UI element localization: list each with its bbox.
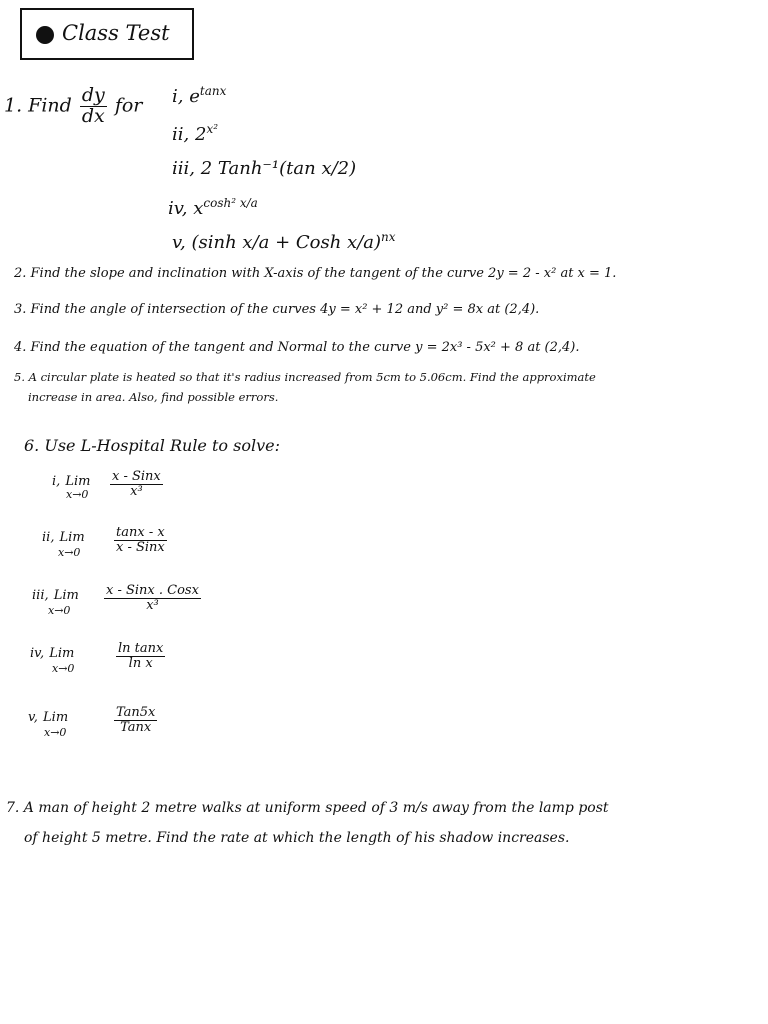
q1-part-5: v, (sinh x/a + Cosh x/a)$^{nx}$ [172, 230, 396, 253]
question-1-heading: 1. Find $\frac{dy}{dx}$ for [4, 84, 143, 127]
page-title: Class Test [62, 21, 170, 45]
q1-part-2: ii, $2^{x^2}$ [172, 122, 219, 145]
question-6-heading: 6. Use L-Hospital Rule to solve: [24, 436, 280, 455]
q1-part-4: iv, $x^{cosh^2 x/a}$ [168, 196, 258, 219]
limit-item-2: ii, Lim x→0 tanx - x x - Sinx [42, 525, 165, 559]
question-7-line-1: 7. A man of height 2 metre walks at uniform speed of 3 m/s away from the lamp post [6, 800, 609, 816]
limit-item-5: v, Lim x→0 Tan5x Tanx [28, 705, 156, 739]
bullet-icon [36, 26, 54, 44]
question-7-line-2: of height 5 metre. Find the rate at which the length of his shadow increases. [24, 830, 570, 846]
limit-item-3: iii, Lim x→0 x - Sinx . Cosx x³ [32, 583, 199, 617]
question-5-line-1: 5. A circular plate is heated so that it's radius increased from 5cm to 5.06cm. Find the approximate [14, 370, 596, 384]
question-4: 4. Find the equation of the tangent and Normal to the curve y = 2x³ - 5x² + 8 at (2,4). [14, 340, 580, 355]
question-2: 2. Find the slope and inclination with X-axis of the tangent of the curve 2y = 2 - x² at x = 1. [14, 266, 617, 281]
question-3: 3. Find the angle of intersection of the curves 4y = x² + 12 and y² = 8x at (2,4). [14, 302, 540, 317]
question-5-line-2: increase in area. Also, find possible errors. [28, 390, 279, 404]
limit-item-1: i, Lim x→0 x - Sinx x³ [52, 469, 161, 501]
dy-dx-fraction: $\frac{dy}{dx}$ [81, 84, 105, 127]
q1-part-1: i, $e^{tanx}$ [172, 84, 227, 107]
title-box [20, 8, 194, 60]
limit-item-4: iv, Lim x→0 $\frac{\text{ln tanx}}{\text{ln x}}$ [30, 641, 164, 675]
q1-part-3: iii, 2 Tanh⁻¹(tan x/2) [172, 158, 357, 179]
